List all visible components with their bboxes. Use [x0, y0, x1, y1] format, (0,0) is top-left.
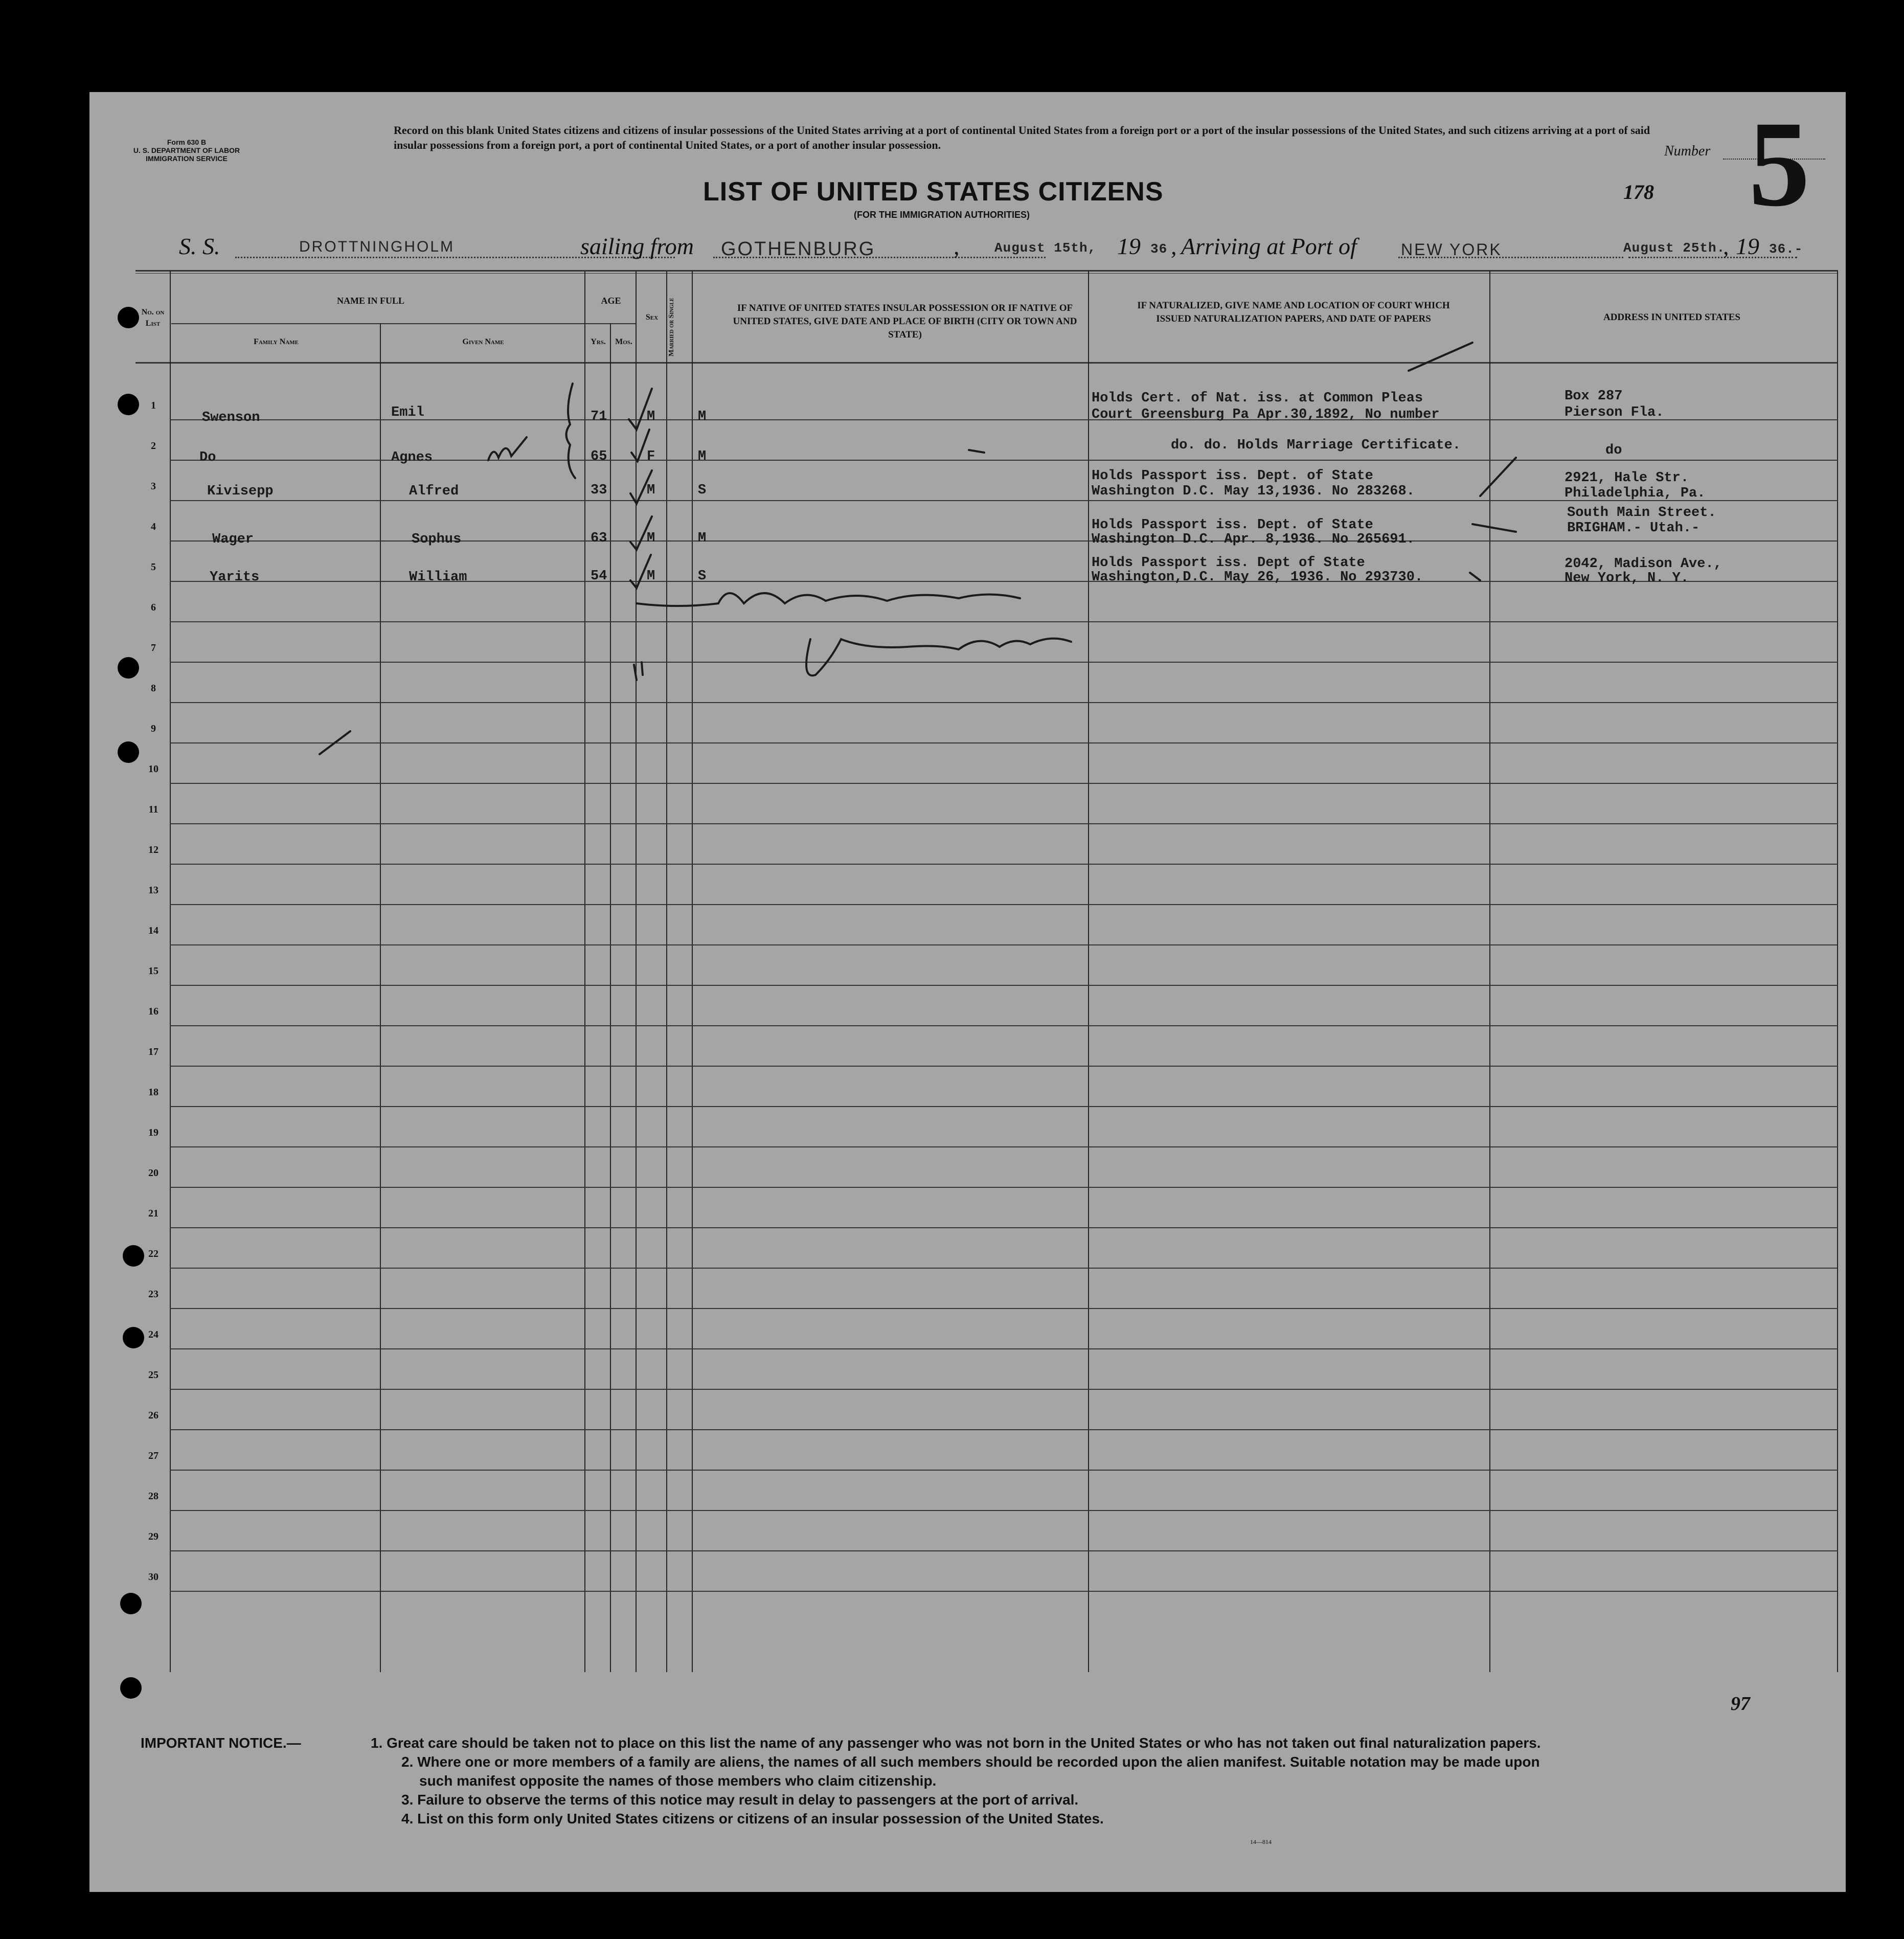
- initials-mark: [488, 437, 527, 460]
- age-yrs-3: 33: [591, 483, 607, 498]
- binder-hole-4: [118, 741, 139, 763]
- notice-item-2: 2. Where one or more members of a family are aliens, the names of all such members should be recorded upon the alien manifest. Suitable notation may be made upon: [401, 1754, 1540, 1770]
- given-name-4: Sophus: [412, 532, 462, 547]
- department-name: U. S. DEPARTMENT OF LABOR: [133, 146, 240, 154]
- brace-mark: [566, 384, 576, 478]
- important-notice: [141, 1733, 1828, 1828]
- number-label: Number: [1664, 143, 1711, 159]
- naturalized-4-line-1: Holds Passport iss. Dept. of State: [1092, 517, 1373, 533]
- row-number: 13: [148, 885, 158, 896]
- slash-naturalized-header: [1409, 343, 1472, 371]
- age-yrs-4: 63: [591, 531, 607, 546]
- row-number: 6: [151, 602, 156, 613]
- sailing-from-label: sailing from: [580, 233, 694, 259]
- departure-year-prefix: 19: [1117, 233, 1141, 259]
- row-number: 11: [148, 804, 158, 815]
- row-number: 19: [148, 1127, 158, 1138]
- page-title: LIST OF UNITED STATES CITIZENS: [703, 177, 1164, 207]
- row-number: 8: [151, 683, 156, 694]
- header-age: AGE: [601, 296, 621, 306]
- notice-label: IMPORTANT NOTICE.—: [141, 1735, 301, 1751]
- slash-row-4: [1472, 524, 1516, 532]
- stray-mark: [320, 731, 350, 754]
- header-mos: Mos.: [615, 337, 632, 346]
- row-number: 5: [151, 561, 156, 573]
- ss-label: S. S.: [179, 233, 220, 259]
- row-number: 12: [148, 844, 158, 855]
- instructions: Record on this blank United States citizens and citizens of insular possessions of the United States arriving at a port of continental United States from a foreign port or a port of the insular possessions of the United States, and such citizens arriving at a port of said insular possessions from a foreign port, a port of continental United States, or a port of another insular possession.: [394, 124, 1650, 151]
- signature-1: [637, 593, 1020, 606]
- family-name-5: Yarits: [210, 570, 260, 585]
- row-number: 30: [148, 1571, 158, 1583]
- header-no-on-list: No. on List: [141, 308, 165, 328]
- row-number: 18: [148, 1087, 158, 1098]
- service-name: IMMIGRATION SERVICE: [146, 154, 228, 163]
- given-name-3: Alfred: [409, 484, 459, 499]
- row-number: 15: [148, 965, 158, 977]
- row-number: 9: [151, 723, 156, 734]
- row-number: 4: [151, 521, 156, 532]
- form-number: Form 630 B: [167, 138, 207, 146]
- binder-hole-8: [120, 1677, 142, 1699]
- marital-3: S: [698, 483, 707, 498]
- comma-2: ,: [1171, 233, 1177, 259]
- naturalized-2-line-1: do. do. Holds Marriage Certificate.: [1171, 438, 1461, 453]
- family-name-4: Wager: [212, 532, 254, 547]
- binder-hole-1: [118, 307, 139, 328]
- address-5-line-2: New York, N. Y.: [1565, 571, 1689, 586]
- given-name-2: Agnes: [391, 450, 433, 465]
- header-family-name: Family Name: [254, 337, 299, 346]
- sex-4: M: [647, 531, 655, 546]
- header-yrs: Yrs.: [591, 337, 606, 346]
- row-number: 16: [148, 1006, 158, 1017]
- notice-item-3: 3. Failure to observe the terms of this notice may result in delay to passengers at the port of arrival.: [401, 1792, 1079, 1808]
- header-native: IF NATIVE OF UNITED STATES INSULAR POSSESSION OR IF NATIVE OF UNITED STATES, GIVE DATE AND PLACE OF BIRTH (CITY OR TOWN AND STATE): [733, 303, 1077, 340]
- age-yrs-5: 54: [591, 569, 607, 584]
- binder-hole-5: [123, 1245, 144, 1267]
- address-3-line-2: Philadelphia, Pa.: [1565, 486, 1706, 501]
- row-number: 3: [151, 481, 156, 492]
- header-name-in-full: NAME IN FULL: [336, 296, 404, 306]
- row-number: 2: [151, 440, 156, 452]
- marital-5: S: [698, 569, 707, 584]
- row-number: 24: [148, 1329, 158, 1340]
- family-name-1: Swenson: [202, 410, 260, 425]
- print-code: 14—814: [1250, 1838, 1272, 1845]
- row-number: 7: [151, 642, 156, 653]
- row-number: 20: [148, 1167, 158, 1179]
- comma-3: ,: [1723, 233, 1729, 259]
- check-mark-4: [630, 516, 652, 550]
- comma-1: ,: [954, 233, 960, 259]
- sex-1: M: [647, 409, 655, 424]
- header-sex: Sex: [645, 313, 659, 322]
- naturalized-1-line-1: Holds Cert. of Nat. iss. at Common Pleas: [1092, 391, 1423, 406]
- tick-mark-native: [969, 450, 984, 453]
- header-given-name: Given Name: [462, 337, 504, 346]
- naturalized-1-line-2: Court Greensburg Pa Apr.30,1892, No number: [1092, 407, 1440, 422]
- header-naturalized: IF NATURALIZED, GIVE NAME AND LOCATION OF COURT WHICH ISSUED NATURALIZATION PAPERS, AND DATE OF PAPERS: [1137, 300, 1450, 324]
- check-mark-2: [631, 430, 649, 461]
- check-mark-5: [630, 555, 651, 588]
- sex-5: M: [647, 569, 655, 584]
- header-married-single: Married or Single: [668, 298, 675, 357]
- family-name-2: Do: [199, 450, 216, 465]
- address-2-line-1: do: [1605, 443, 1622, 458]
- row-number: 23: [148, 1289, 158, 1300]
- arrival-date: August 25th.: [1623, 240, 1726, 256]
- departure-year: 36: [1150, 241, 1168, 257]
- sex-2: F: [647, 449, 655, 464]
- slash-row-5: [1470, 573, 1480, 580]
- arriving-label: Arriving at Port of: [1181, 233, 1357, 259]
- given-name-5: William: [409, 570, 467, 585]
- marital-2: M: [698, 449, 707, 464]
- address-1-line-2: Pierson Fla.: [1565, 405, 1664, 420]
- address-4-line-2: BRIGHAM.- Utah.-: [1567, 521, 1700, 536]
- address-4-line-1: South Main Street.: [1567, 505, 1716, 521]
- family-name-3: Kivisepp: [207, 484, 274, 499]
- binder-hole-7: [120, 1593, 142, 1614]
- age-yrs-2: 65: [591, 449, 607, 464]
- reference-number: 178: [1623, 181, 1654, 204]
- row-number: 25: [148, 1369, 158, 1381]
- notice-item-2-cont: such manifest opposite the names of those members who claim citizenship.: [419, 1773, 937, 1789]
- binder-hole-6: [123, 1327, 144, 1348]
- signature-2: [806, 639, 1071, 676]
- given-name-1: Emil: [391, 405, 424, 420]
- arrival-year: 36.-: [1769, 241, 1803, 257]
- page-subtitle: (FOR THE IMMIGRATION AUTHORITIES): [854, 210, 1030, 220]
- naturalized-5-line-1: Holds Passport iss. Dept of State: [1092, 555, 1365, 571]
- naturalized-4-line-2: Washington D.C. Apr. 8,1936. No 265691.: [1092, 532, 1415, 547]
- sex-3: M: [647, 483, 655, 498]
- arrival-port: NEW YORK: [1401, 240, 1502, 259]
- address-3-line-1: 2921, Hale Str.: [1565, 470, 1689, 486]
- address-1-line-1: Box 287: [1565, 389, 1623, 404]
- slash-row-3: [1480, 458, 1516, 496]
- small-mark: [634, 662, 643, 680]
- binder-hole-2: [118, 394, 139, 415]
- row-number: 14: [148, 925, 158, 936]
- check-mark-3: [630, 470, 652, 504]
- address-5-line-1: 2042, Madison Ave.,: [1565, 556, 1722, 572]
- from-port: GOTHENBURG: [721, 238, 876, 260]
- marital-4: M: [698, 531, 707, 546]
- naturalized-3-line-1: Holds Passport iss. Dept. of State: [1092, 468, 1373, 484]
- check-mark-1: [629, 389, 652, 430]
- manifest-page: [89, 92, 1846, 1892]
- row-number: 29: [148, 1531, 158, 1542]
- row-number: 28: [148, 1491, 158, 1502]
- row-number: 21: [148, 1208, 158, 1219]
- binder-hole-3: [118, 657, 139, 679]
- handwriting-layer: [89, 92, 1846, 1728]
- row-number: 17: [148, 1046, 158, 1057]
- row-number: 10: [148, 763, 158, 775]
- row-number: 27: [148, 1450, 158, 1461]
- sheet-number: 5: [1749, 96, 1810, 232]
- ship-name: DROTTNINGHOLM: [299, 238, 455, 255]
- header-address: ADDRESS IN UNITED STATES: [1603, 312, 1740, 323]
- notice-item-1: 1. Great care should be taken not to place on this list the name of any passenger who was not born in the United States or who has not taken out final naturalization papers.: [371, 1735, 1541, 1751]
- departure-date: August 15th,: [994, 240, 1097, 256]
- notice-item-4: 4. List on this form only United States citizens or citizens of an insular possession of the United States.: [401, 1811, 1104, 1827]
- naturalized-5-line-2: Washington,D.C. May 26, 1936. No 293730.: [1092, 570, 1423, 585]
- naturalized-3-line-2: Washington D.C. May 13,1936. No 283268.: [1092, 484, 1415, 499]
- marital-1: M: [698, 409, 707, 424]
- arrival-year-prefix: 19: [1736, 233, 1759, 259]
- page-number: 97: [1731, 1693, 1750, 1715]
- row-number: 22: [148, 1248, 158, 1259]
- row-number: 26: [148, 1410, 158, 1421]
- row-number: 1: [151, 400, 156, 411]
- age-yrs-1: 71: [591, 409, 607, 424]
